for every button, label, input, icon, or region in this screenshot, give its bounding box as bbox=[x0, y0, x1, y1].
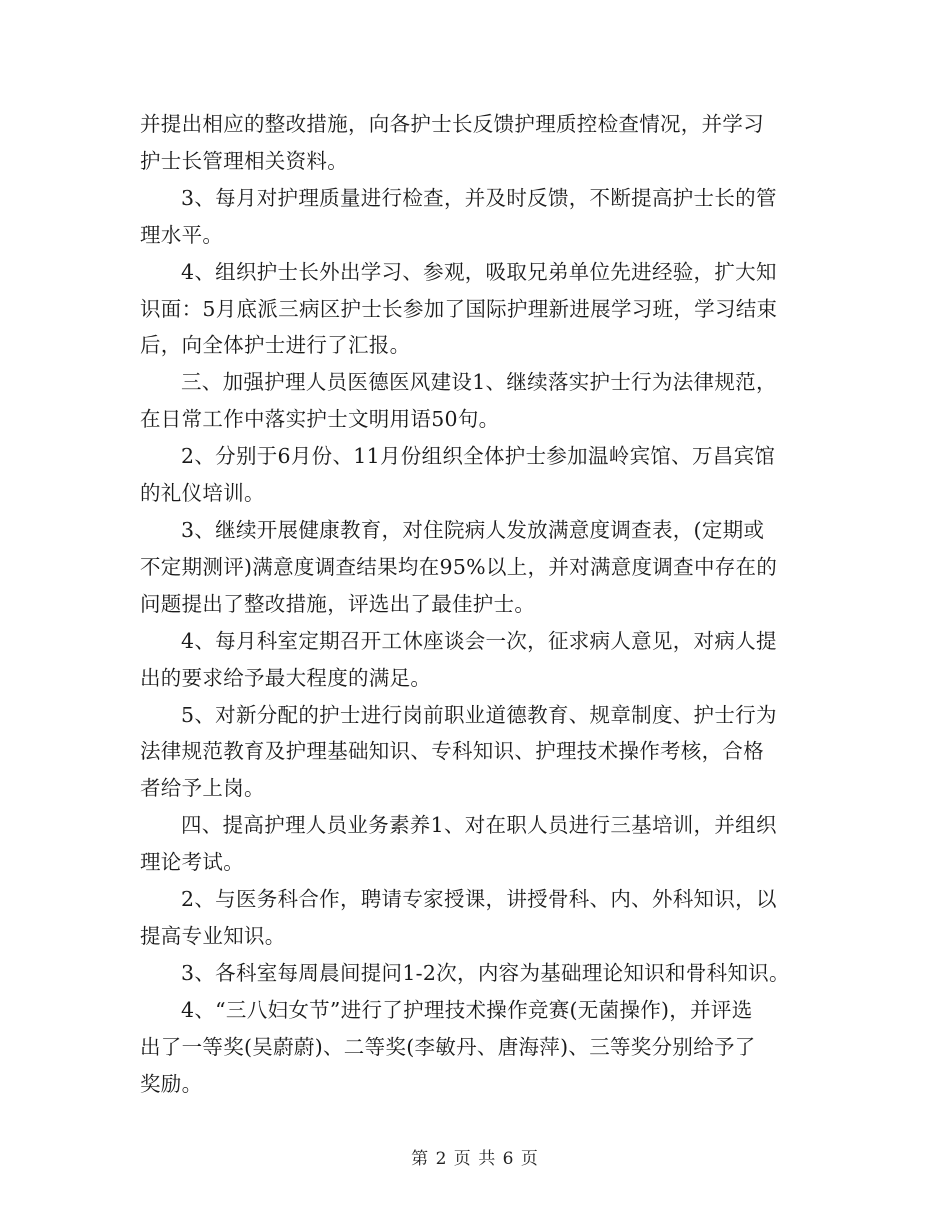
text-line: 者给予上岗。 bbox=[140, 776, 265, 801]
text-line: 在日常工作中落实护士文明用语50句。 bbox=[140, 407, 500, 432]
text-line: 4、“三八妇女节”进行了护理技术操作竞赛(无菌操作)，并评选 bbox=[181, 997, 753, 1022]
text-line: 并提出相应的整改措施，向各护士长反馈护理质控检查情况，并学习 bbox=[140, 112, 764, 136]
text-line: 问题提出了整改措施，评选出了最佳护士。 bbox=[140, 591, 536, 616]
text-line: 提高专业知识。 bbox=[140, 923, 286, 948]
text-line: 5、对新分配的护士进行岗前职业道德教育、规章制度、护士行为 bbox=[181, 702, 777, 727]
text-line: 识面：5月底派三病区护士长参加了国际护理新进展学习班，学习结束 bbox=[140, 296, 778, 321]
text-line: 3、继续开展健康教育，对住院病人发放满意度调查表，(定期或 bbox=[181, 517, 765, 542]
document-body bbox=[140, 106, 820, 1102]
text-line: 3、每月对护理质量进行检查，并及时反馈，不断提高护士长的管 bbox=[181, 185, 777, 210]
text-line: 出了一等奖(吴蔚蔚)、二等奖(李敏丹、唐海萍)、三等奖分别给予了 bbox=[140, 1034, 756, 1059]
text-line: 4、组织护士长外出学习、参观，吸取兄弟单位先进经验，扩大知 bbox=[181, 259, 777, 284]
text-line: 护士长管理相关资料。 bbox=[140, 148, 348, 173]
page-number-footer: 第 2 页 共 6 页 bbox=[411, 1149, 539, 1169]
text-line: 法律规范教育及护理基础知识、专科知识、护理技术操作考核，合格 bbox=[140, 739, 764, 764]
text-line: 奖励。 bbox=[140, 1071, 203, 1096]
text-line: 的礼仪培训。 bbox=[140, 481, 265, 506]
text-line: 三、加强护理人员医德医风建设1、继续落实护士行为法律规范， bbox=[181, 370, 777, 395]
text-line: 3、各科室每周晨间提问1-2次，内容为基础理论知识和骨科知识。 bbox=[181, 960, 790, 985]
text-line: 4、每月科室定期召开工休座谈会一次，征求病人意见，对病人提 bbox=[181, 628, 777, 653]
text-line: 2、与医务科合作，聘请专家授课，讲授骨科、内、外科知识，以 bbox=[181, 887, 777, 912]
text-line: 理水平。 bbox=[140, 222, 224, 247]
text-line: 不定期测评)满意度调查结果均在95%以上，并对满意度调查中存在的 bbox=[140, 554, 778, 579]
text-line: 四、提高护理人员业务素养1、对在职人员进行三基培训，并组织 bbox=[181, 813, 777, 838]
text-line: 理论考试。 bbox=[140, 850, 244, 875]
text-line: 出的要求给予最大程度的满足。 bbox=[140, 665, 432, 690]
text-line: 后，向全体护士进行了汇报。 bbox=[140, 333, 411, 358]
text-line: 2、分别于6月份、11月份组织全体护士参加温岭宾馆、万昌宾馆 bbox=[181, 444, 776, 469]
